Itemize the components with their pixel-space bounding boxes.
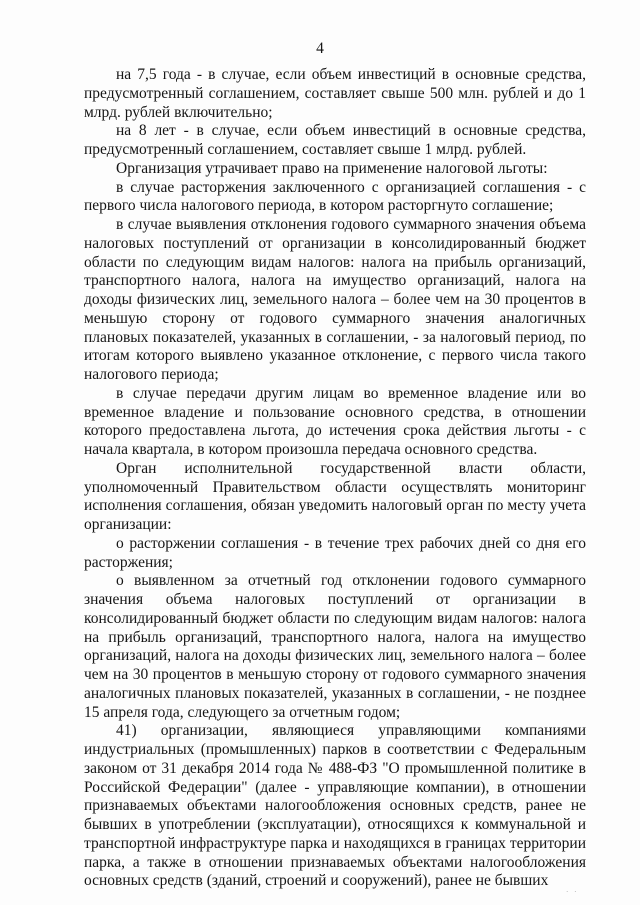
paragraph-deviation-case: в случае выявления отклонения годового суммарного значения объема налоговых поступлений от организации в консолидированный бюджет области по следующим видам налогов: налога на прибыль организаций, транспортного налога, налога на имущество организаций, налога на доходы физических лиц, земельного налога – более чем на 30 процентов в меньшую сторону от годового суммарного значения аналогичных плановых показателей, указанных в соглашении, - за налоговый период, по итогам которого выявлено указанное отклонение, с первого числа такого налогового периода;: [84, 216, 586, 383]
scan-corner-mark: · ·: [566, 888, 579, 896]
paragraph-notify-deviation: о выявленном за отчетный год отклонении годового суммарного значения объема налоговых поступлений от организации в консолидированный бюджет области по следующим видам налогов: налога на прибыль организаций, транспортного налога, налога на имущество организаций, налога на доходы физических лиц, земельного налога – более чем на 30 процентов в меньшую сторону от годового суммарного значения аналогичных плановых показателей, указанных в соглашении, - не позднее 15 апреля года, следующего за отчетным годом;: [84, 572, 586, 721]
paragraph-notify-termination: о расторжении соглашения - в течение трех рабочих дней со дня его расторжения;: [84, 534, 586, 571]
paragraph-termination-case: в случае расторжения заключенного с организацией соглашения - с первого числа налогового периода, в котором расторгнуто соглашение;: [84, 178, 586, 215]
paragraph-authority-notify: Орган исполнительной государственной власти области, уполномоченный Правительством области осуществлять мониторинг исполнения соглашения, обязан уведомить налоговый орган по месту учета организации:: [84, 459, 586, 533]
paragraph-item-41: 41) организации, являющиеся управляющими компаниями индустриальных (промышленных) парков в соответствии с Федеральным законом от 31 декабря 2014 года № 488-ФЗ "О промышленной политике в Российской Федерации" (далее - управляющие компании), в отношении признаваемых объектами налогообложения основных средств, ранее не бывших в употреблении (эксплуатации), относящихся к коммунальной и транспортной инфраструктуре парка и находящихся в границах территории парка, а также в отношении признаваемых объектами налогообложения основных средств (зданий, строений и сооружений), ранее не бывших: [84, 722, 586, 890]
paragraph-transfer-case: в случае передачи другим лицам во временное владение или во временное владение и пользование основного средства, в отношении которого предоставлена льгота, до истечения срока действия льготы - с начала квартала, в котором произошла передача основного средства.: [84, 384, 586, 458]
paragraph-8-years: на 8 лет - в случае, если объем инвестиций в основные средства, предусмотренный соглашением, составляет свыше 1 млрд. рублей.: [84, 122, 586, 158]
paragraph-7-5-years: на 7,5 года - в случае, если объем инвестиций в основные средства, предусмотренный соглашением, составляет свыше 500 млн. рублей и до 1 млрд. рублей включительно;: [84, 66, 586, 121]
page-number: 4: [316, 40, 324, 57]
paragraph-loses-right: Организация утрачивает право на применение налоговой льготы:: [116, 159, 548, 177]
document-body: [84, 66, 586, 891]
